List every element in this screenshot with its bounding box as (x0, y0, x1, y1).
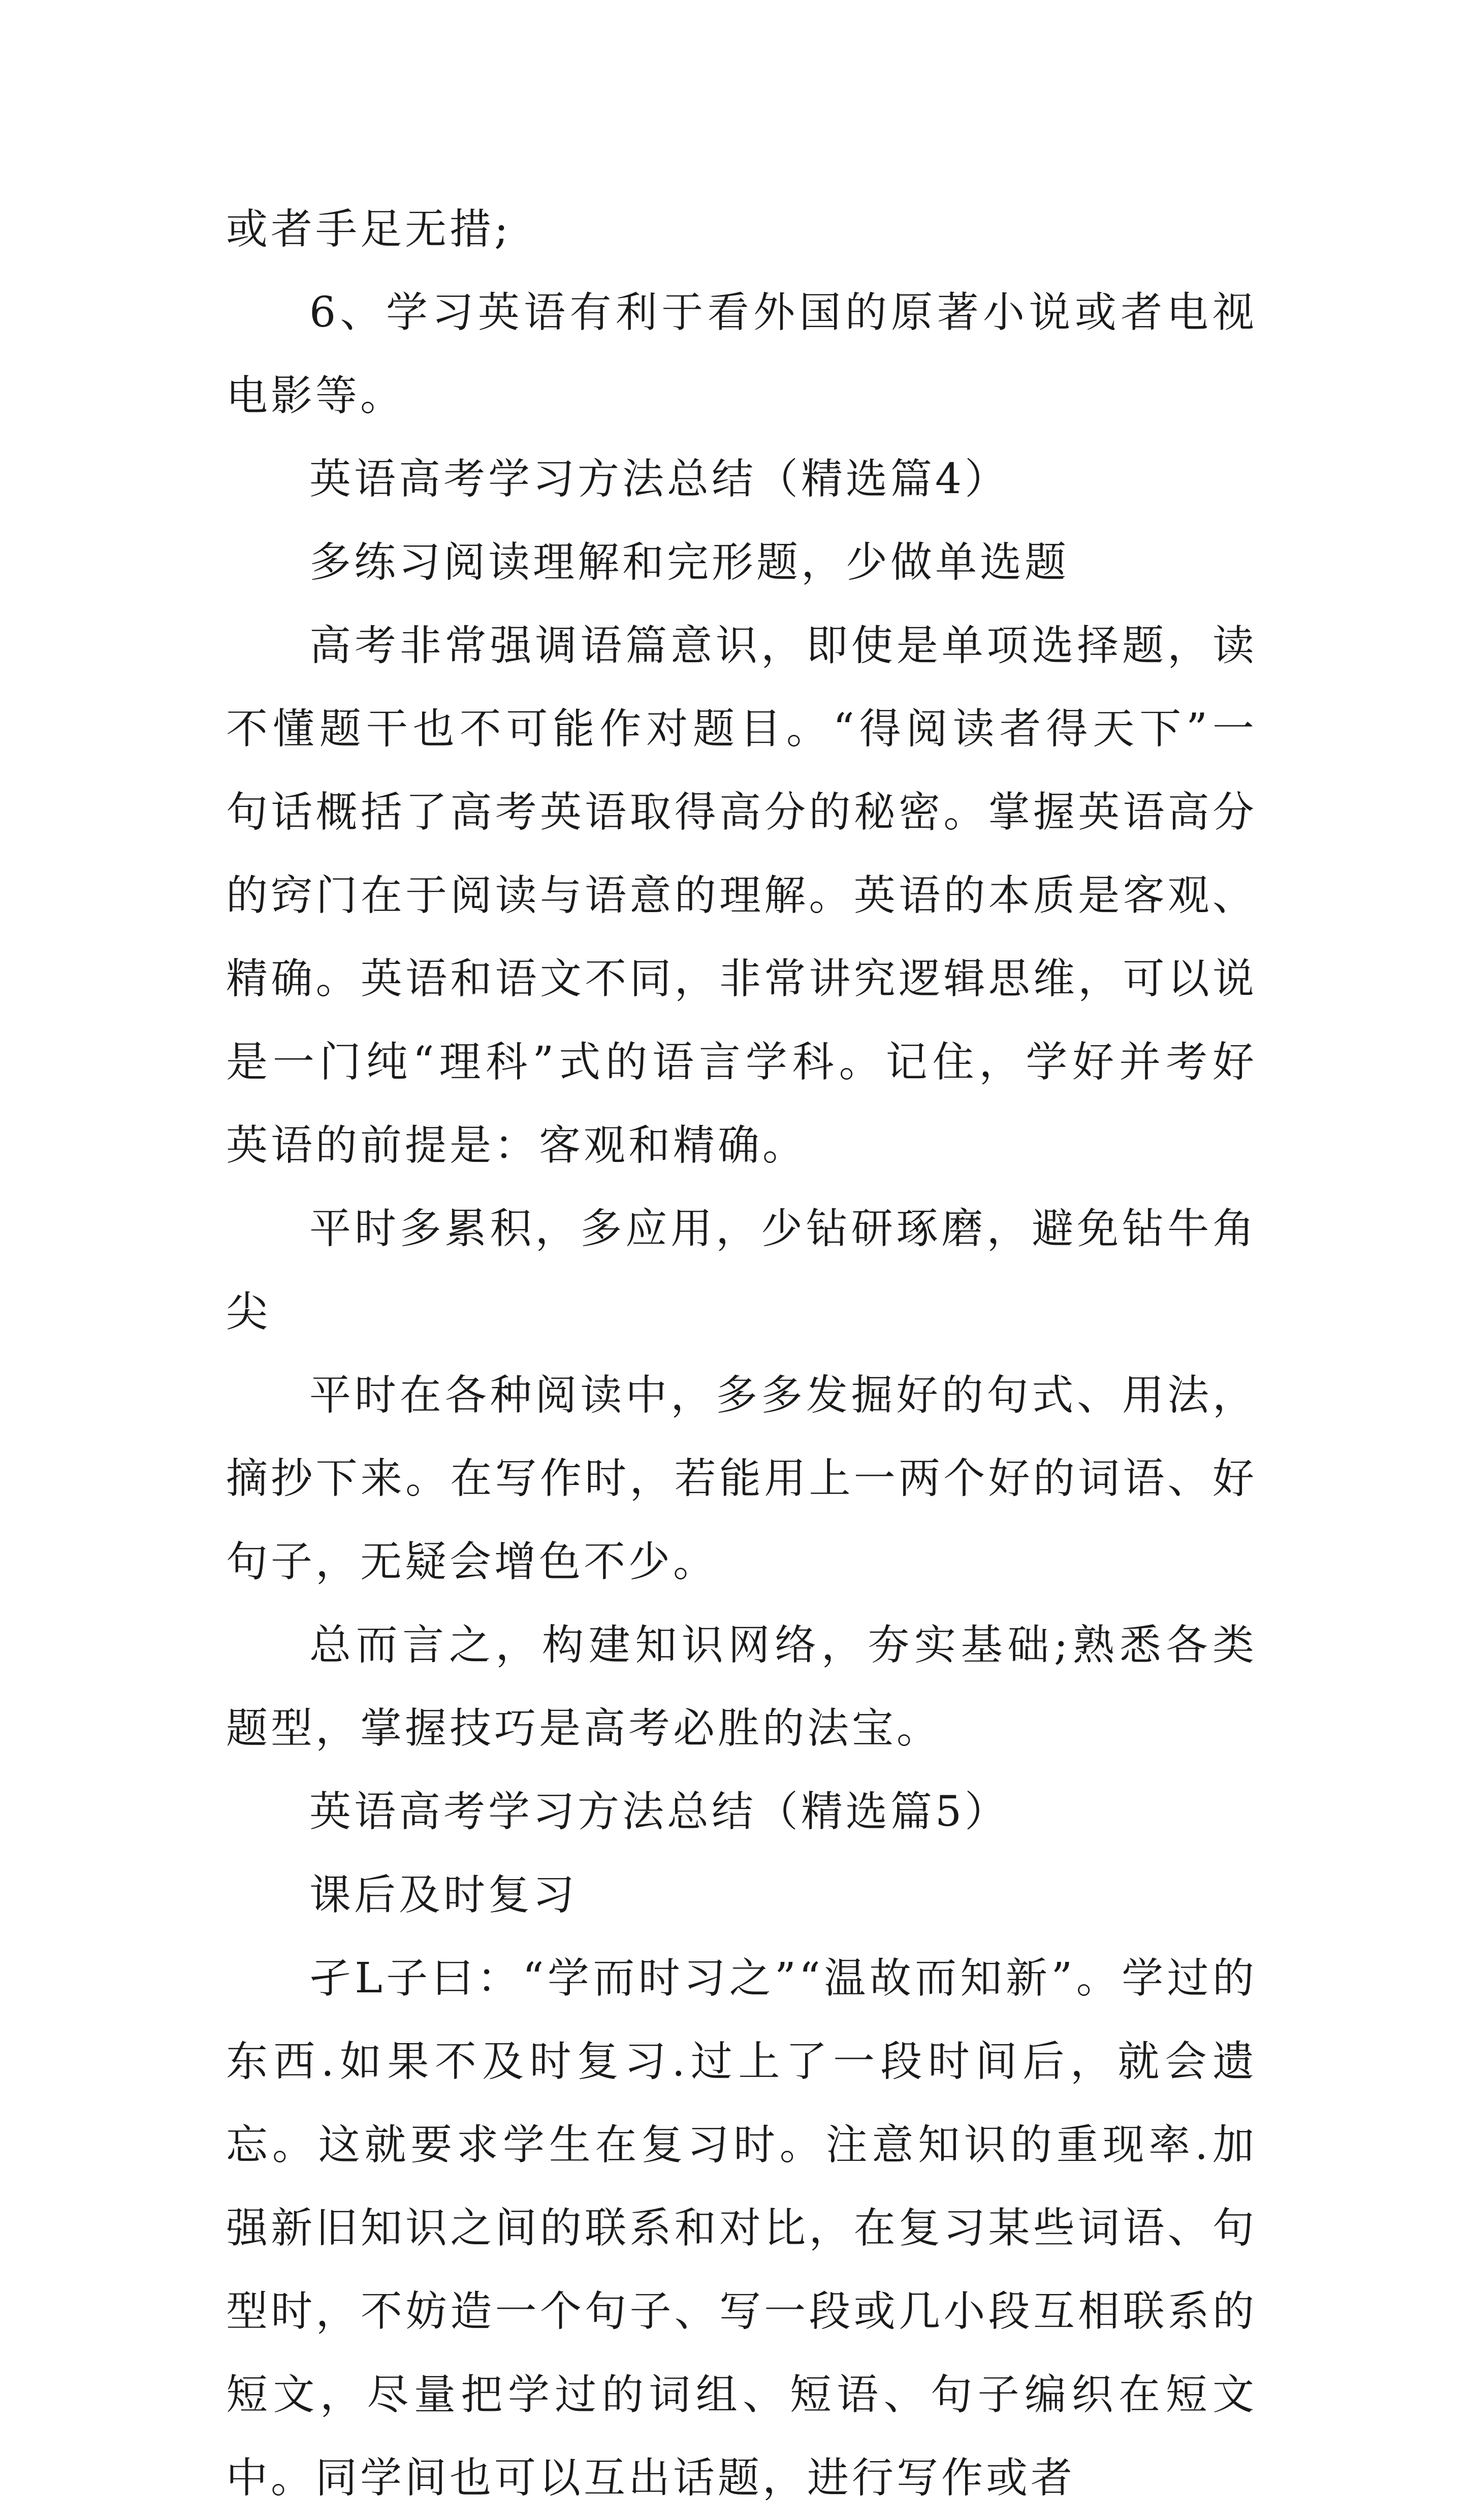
paragraph-summary: 总而言之，构建知识网络，夯实基础;熟悉各类题型，掌握技巧是高考必胜的法宝。 (226, 1621, 1257, 1753)
subheading-review: 课后及时复习 (309, 1871, 578, 1919)
paragraph-reading-importance: 高考非常强调语篇意识，即使是单项选择题，读不懂题干也不可能作对题目。“得阅读者得天下”一句话概括了高考英语取得高分的秘密。掌握英语高分的窍门在于阅读与语意的理解。英语的本质是客观、精确。英语和语文不同，非常讲究逻辑思维，可以说是一门纯“理科”式的语言学科。记住，学好并考好英语的前提是：客观和精确。 (226, 622, 1257, 1170)
paragraph-continuation: 或者手足无措; (226, 205, 512, 253)
document-body (226, 188, 1257, 2520)
section-heading-4: 英语高考学习方法总结（精选篇4） (309, 455, 1010, 503)
paragraph-review: 孑L子曰：“学而时习之”“温故而知新”。学过的东西.如果不及时复习.过上了一段时间后，就会遗忘。这就要求学生在复习时。注意知识的重现率.加强新旧知识之间的联系和对比，在复习某些词语、句型时，不妨造一个句子、写一段或几小段互相联系的短文，尽量把学过的词组、短语、句子编织在短文中。同学间也可以互出话题，进行写作或者 (226, 1954, 1257, 2502)
subheading-reading-practice: 多练习阅读理解和完形题，少做单选题 (309, 538, 1070, 587)
section-heading-5: 英语高考学习方法总结（精选篇5） (309, 1788, 1010, 1836)
subheading-accumulate: 平时多累积，多应用，少钻研琢磨，避免钻牛角尖 (226, 1205, 1257, 1336)
paragraph-accumulate: 平时在各种阅读中，多多发掘好的句式、用法，摘抄下来。在写作时，若能用上一两个好的词语、好句子，无疑会增色不少。 (226, 1371, 1257, 1586)
paragraph-list-item-6: 6、学习英语有利于看外国的原著小说或者电视电影等。 (226, 288, 1257, 420)
